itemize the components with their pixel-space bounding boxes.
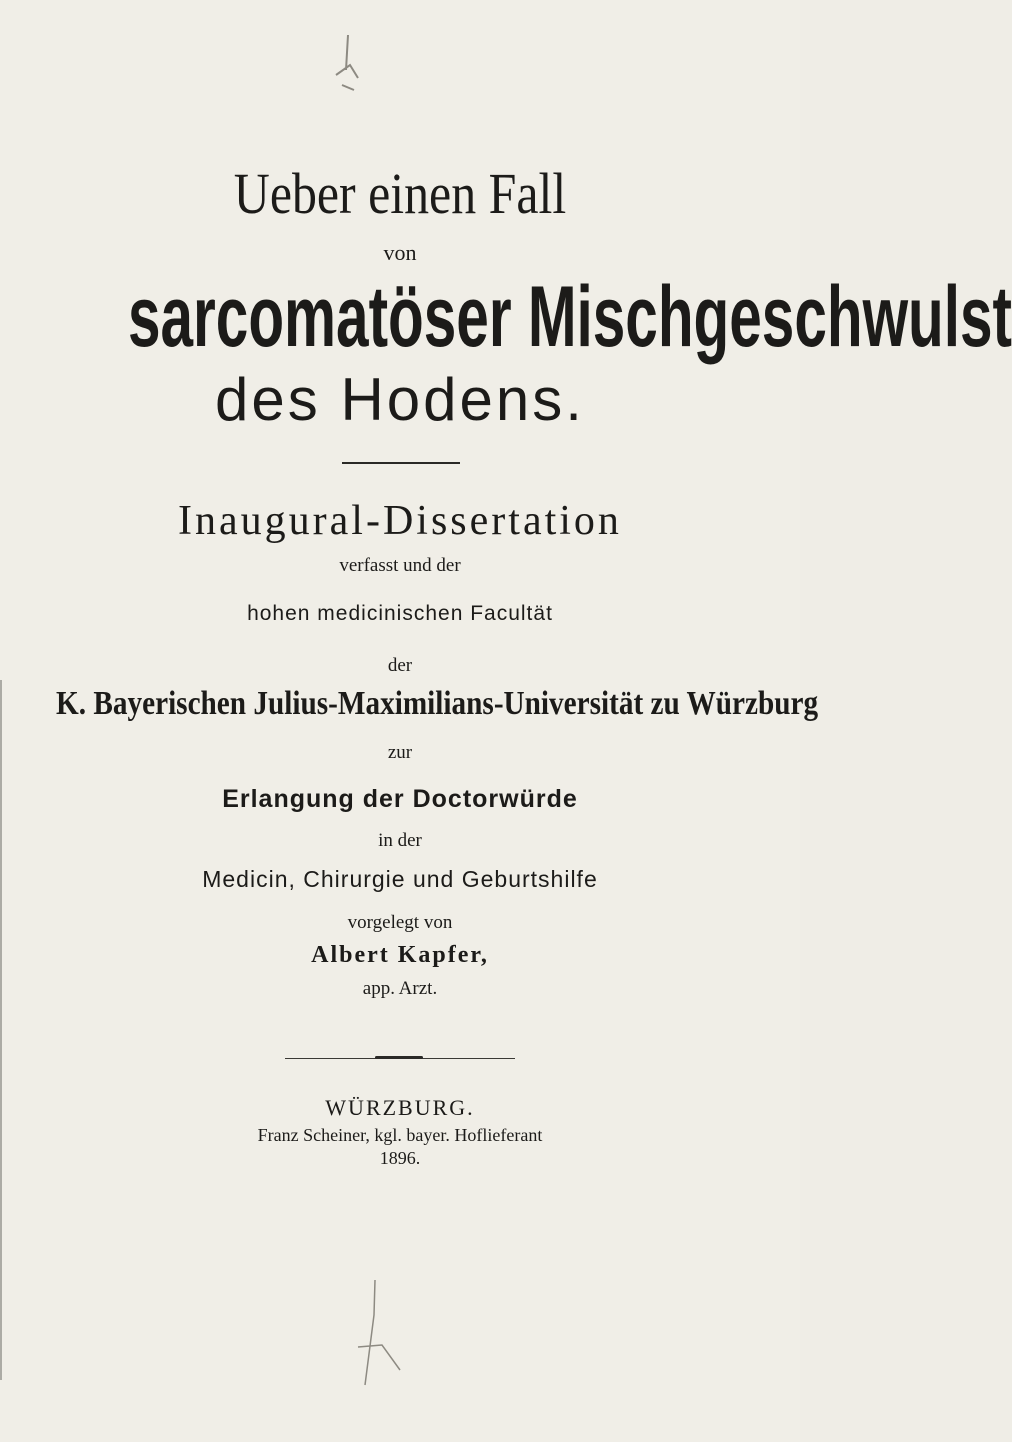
divider-rule: [342, 462, 460, 464]
pencil-mark-icon: [328, 30, 368, 100]
author-name: Albert Kapfer,: [311, 942, 489, 968]
title-line-main: sarcomatöser Mischgeschwulst: [128, 269, 1012, 365]
imprint-city: WÜRZBURG.: [325, 1095, 475, 1120]
title-line-von: von: [383, 240, 417, 265]
title-line-4: des Hodens.: [215, 366, 585, 433]
faculty-text: hohen medicinischen Facultät: [247, 602, 553, 625]
page-edge-shadow: [0, 680, 2, 1380]
in-der-text: in der: [378, 830, 422, 851]
fields-text: Medicin, Chirurgie und Geburtshilfe: [202, 866, 598, 892]
vorgelegt-text: vorgelegt von: [347, 912, 453, 933]
zur-text: zur: [387, 742, 413, 763]
pencil-mark-icon: [330, 1275, 420, 1395]
imprint-publisher: Franz Scheiner, kgl. bayer. Hoflieferant: [257, 1125, 543, 1145]
university-name: K. Bayerischen Julius-Maximilians-Universität zu Würzburg: [56, 685, 819, 722]
imprint-year: 1896.: [379, 1148, 421, 1168]
title-line-1: Ueber einen Fall: [233, 161, 567, 226]
ornament-rule-center: [375, 1056, 423, 1059]
verfasst-text: verfasst und der: [339, 555, 461, 576]
dissertation-heading: Inaugural-Dissertation: [178, 498, 622, 544]
purpose-text: Erlangung der Doctorwürde: [222, 785, 578, 813]
author-title: app. Arzt.: [362, 978, 438, 999]
der-text: der: [387, 655, 413, 676]
